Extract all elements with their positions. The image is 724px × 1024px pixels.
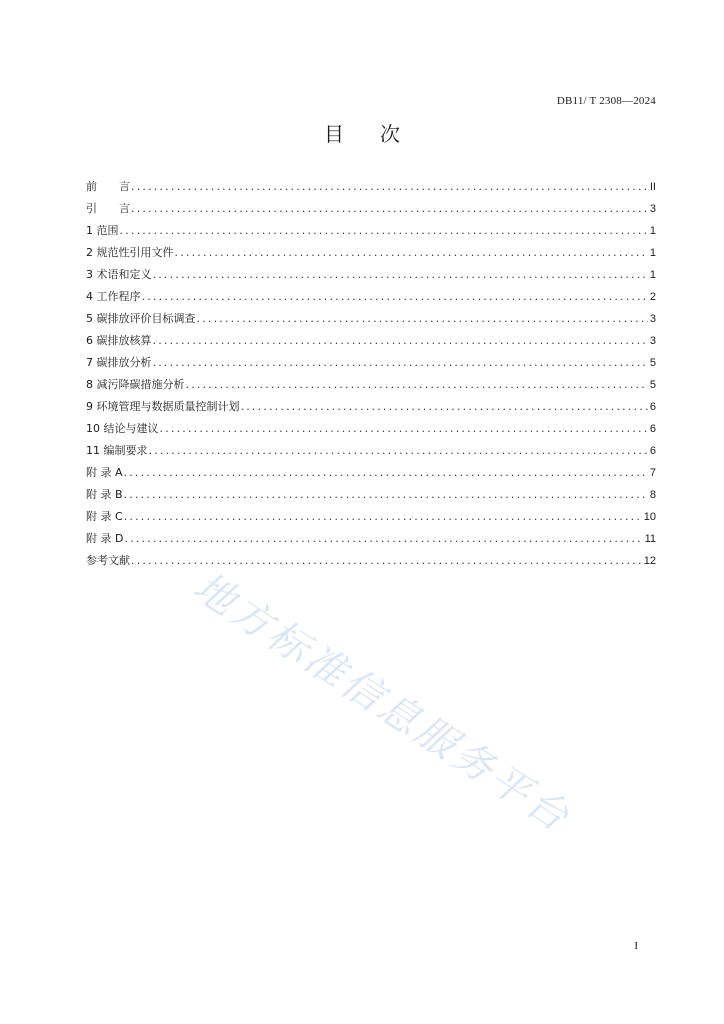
dot-leader — [131, 202, 648, 215]
toc-entry-management-plan[interactable] — [86, 398, 656, 420]
toc-entry-normative-references[interactable] — [86, 244, 656, 266]
toc-entry-page: 6 — [649, 423, 656, 435]
toc-entry-page: 3 — [649, 313, 656, 325]
toc-entry-page: 1 — [649, 247, 656, 259]
toc-entry-scope[interactable] — [86, 222, 656, 244]
toc-entry-conclusions[interactable] — [86, 420, 656, 442]
toc-entry-label: 3 术语和定义 — [86, 268, 152, 281]
table-of-contents — [86, 178, 656, 574]
dot-leader — [175, 246, 648, 259]
toc-entry-evaluation-survey[interactable] — [86, 310, 656, 332]
toc-entry-introduction[interactable] — [86, 200, 656, 222]
toc-entry-label: 参考文献 — [86, 554, 130, 567]
toc-entry-page: 8 — [649, 489, 656, 501]
toc-title: 目次 — [324, 122, 436, 146]
toc-entry-page: II — [649, 181, 656, 193]
dot-leader — [186, 378, 648, 391]
dot-leader — [149, 444, 648, 457]
toc-entry-page: 7 — [649, 467, 656, 479]
dot-leader — [124, 510, 642, 523]
dot-leader — [124, 488, 648, 501]
toc-entry-page: 5 — [649, 357, 656, 369]
toc-entry-emission-accounting[interactable] — [86, 332, 656, 354]
toc-entry-appendix-a[interactable] — [86, 464, 656, 486]
dot-leader — [241, 400, 648, 413]
dot-leader — [197, 312, 648, 325]
toc-entry-appendix-b[interactable] — [86, 486, 656, 508]
toc-entry-work-procedure[interactable] — [86, 288, 656, 310]
dot-leader — [131, 554, 642, 567]
toc-entry-label: 1 范围 — [86, 224, 119, 237]
toc-entry-label: 4 工作程序 — [86, 290, 141, 303]
toc-entry-label: 10 结论与建议 — [86, 422, 159, 435]
toc-entry-label: 附 录 A — [86, 466, 123, 479]
toc-entry-page: 3 — [649, 335, 656, 347]
dot-leader — [153, 268, 648, 281]
toc-entry-page: 12 — [643, 555, 656, 567]
toc-entry-label: 7 碳排放分析 — [86, 356, 152, 369]
toc-entry-page: 1 — [649, 225, 656, 237]
toc-entry-label: 6 碳排放核算 — [86, 334, 152, 347]
toc-entry-page: 11 — [644, 533, 656, 545]
toc-entry-appendix-d[interactable] — [86, 530, 656, 552]
toc-entry-bibliography[interactable] — [86, 552, 656, 574]
toc-entry-page: 5 — [649, 379, 656, 391]
toc-entry-label: 引 言 — [86, 202, 130, 215]
dot-leader — [124, 532, 642, 545]
dot-leader — [131, 180, 648, 193]
toc-entry-label: 8 减污降碳措施分析 — [86, 378, 185, 391]
toc-entry-label: 9 环境管理与数据质量控制计划 — [86, 400, 240, 413]
dot-leader — [142, 290, 648, 303]
toc-entry-label: 2 规范性引用文件 — [86, 246, 174, 259]
dot-leader — [120, 224, 648, 237]
toc-entry-terms-definitions[interactable] — [86, 266, 656, 288]
toc-entry-emission-analysis[interactable] — [86, 354, 656, 376]
toc-entry-label: 附 录 B — [86, 488, 123, 501]
document-code: DB11/ T 2308—2024 — [556, 95, 656, 107]
toc-entry-preparation-requirements[interactable] — [86, 442, 656, 464]
toc-entry-page: 3 — [649, 203, 656, 215]
toc-entry-label: 附 录 C — [86, 510, 123, 523]
dot-leader — [124, 466, 648, 479]
toc-entry-label: 11 编制要求 — [86, 444, 148, 457]
toc-entry-page: 2 — [649, 291, 656, 303]
toc-entry-preface[interactable] — [86, 178, 656, 200]
toc-entry-appendix-c[interactable] — [86, 508, 656, 530]
dot-leader — [153, 356, 648, 369]
toc-entry-reduction-measures[interactable] — [86, 376, 656, 398]
toc-entry-label: 5 碳排放评价目标调查 — [86, 312, 196, 325]
toc-entry-label: 附 录 D — [86, 532, 124, 545]
toc-entry-page: 6 — [649, 401, 656, 413]
watermark: 地方标准信息服务平台 — [185, 563, 580, 843]
dot-leader — [160, 422, 648, 435]
toc-entry-page: 6 — [649, 445, 656, 457]
toc-entry-page: 1 — [649, 269, 656, 281]
dot-leader — [153, 334, 648, 347]
toc-entry-label: 前 言 — [86, 180, 130, 193]
page-number: I — [634, 940, 638, 952]
toc-entry-page: 10 — [643, 511, 656, 523]
